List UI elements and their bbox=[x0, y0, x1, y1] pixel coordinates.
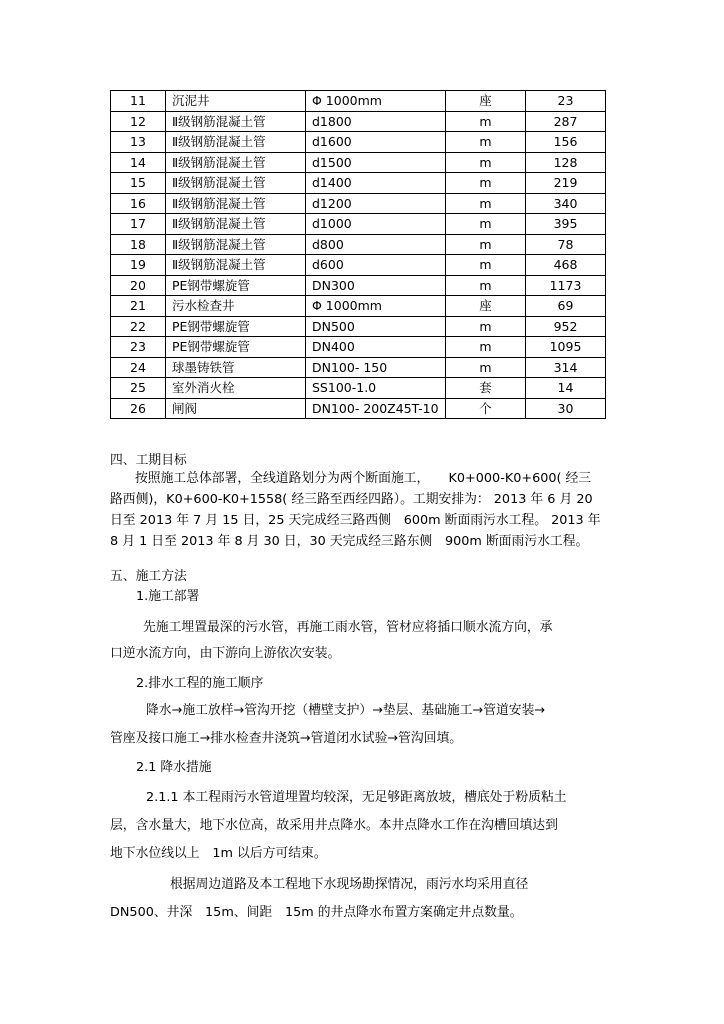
unit-cell: m bbox=[446, 316, 526, 337]
item-name-cell: Ⅱ级钢筋混凝土管 bbox=[166, 214, 306, 235]
table-row bbox=[111, 337, 606, 358]
row-number-cell: 24 bbox=[111, 357, 166, 378]
unit-cell: m bbox=[446, 357, 526, 378]
spec-cell: d1500 bbox=[306, 152, 446, 173]
row-number-cell: 12 bbox=[111, 111, 166, 132]
unit-cell: m bbox=[446, 193, 526, 214]
item-name-cell: Ⅱ级钢筋混凝土管 bbox=[166, 234, 306, 255]
row-number-cell: 23 bbox=[111, 337, 166, 358]
quantity-cell: 219 bbox=[526, 173, 606, 194]
table-row bbox=[111, 255, 606, 276]
item-name-cell: Ⅱ级钢筋混凝土管 bbox=[166, 152, 306, 173]
subheading-dewatering: 2.1 降水措施 bbox=[136, 760, 212, 775]
unit-cell: m bbox=[446, 275, 526, 296]
row-number-cell: 20 bbox=[111, 275, 166, 296]
spec-cell: DN100- 150 bbox=[306, 357, 446, 378]
table-row bbox=[111, 316, 606, 337]
paragraph-dewatering-line3: 地下水位线以上 1m 以后方可结束。 bbox=[110, 846, 327, 861]
row-number-cell: 22 bbox=[111, 316, 166, 337]
spec-cell: d1400 bbox=[306, 173, 446, 194]
quantity-cell: 30 bbox=[526, 398, 606, 419]
quantity-cell: 23 bbox=[526, 91, 606, 112]
row-number-cell: 18 bbox=[111, 234, 166, 255]
paragraph-sequence-line2: 管座及接口施工→排水检查井浇筑→管道闭水试验→管沟回填。 bbox=[110, 731, 463, 746]
unit-cell: m bbox=[446, 337, 526, 358]
quantity-cell: 1095 bbox=[526, 337, 606, 358]
quantity-cell: 156 bbox=[526, 132, 606, 153]
unit-cell: m bbox=[446, 255, 526, 276]
table-row bbox=[111, 296, 606, 317]
quantity-cell: 1173 bbox=[526, 275, 606, 296]
item-name-cell: PE钢带螺旋管 bbox=[166, 337, 306, 358]
materials-table bbox=[110, 90, 606, 419]
section4-line2: 路西侧)，K0+600-K0+1558( 经三路至西经四路）。工期安排为： 2013 年 6 月 20 bbox=[110, 492, 593, 507]
quantity-cell: 314 bbox=[526, 357, 606, 378]
subheading-deployment: 1.施工部署 bbox=[136, 589, 200, 604]
section5-title: 五、施工方法 bbox=[110, 569, 187, 584]
item-name-cell: 污水检查井 bbox=[166, 296, 306, 317]
quantity-cell: 128 bbox=[526, 152, 606, 173]
table-row bbox=[111, 357, 606, 378]
row-number-cell: 25 bbox=[111, 378, 166, 399]
section4-line4: 8 月 1 日至 2013 年 8 月 30 日，30 天完成经三路东侧 900m 断面雨污水工程。 bbox=[110, 534, 589, 549]
table-row bbox=[111, 214, 606, 235]
spec-cell: d1200 bbox=[306, 193, 446, 214]
unit-cell: 个 bbox=[446, 398, 526, 419]
item-name-cell: PE钢带螺旋管 bbox=[166, 275, 306, 296]
row-number-cell: 26 bbox=[111, 398, 166, 419]
section4-title: 四、工期目标 bbox=[110, 453, 187, 468]
spec-cell: d600 bbox=[306, 255, 446, 276]
spec-cell: d1800 bbox=[306, 111, 446, 132]
quantity-cell: 69 bbox=[526, 296, 606, 317]
paragraph-dewatering-line2: 层，含水量大，地下水位高，故采用井点降水。本井点降水工作在沟槽回填达到 bbox=[110, 818, 558, 833]
spec-cell: d800 bbox=[306, 234, 446, 255]
quantity-cell: 952 bbox=[526, 316, 606, 337]
quantity-cell: 468 bbox=[526, 255, 606, 276]
table-row bbox=[111, 91, 606, 112]
paragraph-sequence-line1: 降水→施工放样→管沟开挖（槽壁支护）→垫层、基础施工→管道安装→ bbox=[146, 703, 546, 718]
table-row bbox=[111, 111, 606, 132]
quantity-cell: 395 bbox=[526, 214, 606, 235]
item-name-cell: Ⅱ级钢筋混凝土管 bbox=[166, 173, 306, 194]
spec-cell: Φ 1000mm bbox=[306, 91, 446, 112]
table-row bbox=[111, 132, 606, 153]
table-row bbox=[111, 378, 606, 399]
table-row bbox=[111, 173, 606, 194]
unit-cell: 座 bbox=[446, 91, 526, 112]
item-name-cell: PE钢带螺旋管 bbox=[166, 316, 306, 337]
quantity-cell: 14 bbox=[526, 378, 606, 399]
paragraph-deployment-line1: 先施工埋置最深的污水管，再施工雨水管，管材应将插口顺水流方向，承 bbox=[143, 620, 553, 635]
unit-cell: 套 bbox=[446, 378, 526, 399]
unit-cell: m bbox=[446, 111, 526, 132]
spec-cell: Φ 1000mm bbox=[306, 296, 446, 317]
item-name-cell: 沉泥井 bbox=[166, 91, 306, 112]
paragraph-wellpoint-line2: DN500、井深 15m、间距 15m 的井点降水布置方案确定井点数量。 bbox=[110, 905, 523, 920]
quantity-cell: 340 bbox=[526, 193, 606, 214]
item-name-cell: Ⅱ级钢筋混凝土管 bbox=[166, 132, 306, 153]
table-row bbox=[111, 275, 606, 296]
row-number-cell: 15 bbox=[111, 173, 166, 194]
spec-cell: d1600 bbox=[306, 132, 446, 153]
item-name-cell: Ⅱ级钢筋混凝土管 bbox=[166, 255, 306, 276]
table-row bbox=[111, 193, 606, 214]
row-number-cell: 17 bbox=[111, 214, 166, 235]
unit-cell: m bbox=[446, 214, 526, 235]
section4-line1: 按照施工总体部署，全线道路划分为两个断面施工， K0+000-K0+600( 经三 bbox=[135, 471, 592, 486]
unit-cell: 座 bbox=[446, 296, 526, 317]
quantity-cell: 287 bbox=[526, 111, 606, 132]
materials-table-body bbox=[111, 91, 606, 419]
row-number-cell: 21 bbox=[111, 296, 166, 317]
spec-cell: DN400 bbox=[306, 337, 446, 358]
item-name-cell: 室外消火栓 bbox=[166, 378, 306, 399]
unit-cell: m bbox=[446, 152, 526, 173]
item-name-cell: Ⅱ级钢筋混凝土管 bbox=[166, 111, 306, 132]
item-name-cell: 闸阀 bbox=[166, 398, 306, 419]
quantity-cell: 78 bbox=[526, 234, 606, 255]
unit-cell: m bbox=[446, 132, 526, 153]
row-number-cell: 11 bbox=[111, 91, 166, 112]
spec-cell: DN300 bbox=[306, 275, 446, 296]
spec-cell: SS100-1.0 bbox=[306, 378, 446, 399]
unit-cell: m bbox=[446, 234, 526, 255]
section4-line3: 日至 2013 年 7 月 15 日，25 天完成经三路西侧 600m 断面雨污水工程。 2013 年 bbox=[110, 513, 601, 528]
spec-cell: DN500 bbox=[306, 316, 446, 337]
row-number-cell: 16 bbox=[111, 193, 166, 214]
paragraph-deployment-line2: 口逆水流方向，由下游向上游依次安装。 bbox=[110, 646, 341, 661]
table-row bbox=[111, 398, 606, 419]
row-number-cell: 19 bbox=[111, 255, 166, 276]
item-name-cell: Ⅱ级钢筋混凝土管 bbox=[166, 193, 306, 214]
item-name-cell: 球墨铸铁管 bbox=[166, 357, 306, 378]
row-number-cell: 14 bbox=[111, 152, 166, 173]
spec-cell: DN100- 200Z45T-10 bbox=[306, 398, 446, 419]
unit-cell: m bbox=[446, 173, 526, 194]
row-number-cell: 13 bbox=[111, 132, 166, 153]
table-row bbox=[111, 234, 606, 255]
paragraph-wellpoint-line1: 根据周边道路及本工程地下水现场勘探情况，雨污水均采用直径 bbox=[170, 877, 529, 892]
paragraph-dewatering-line1: 2.1.1 本工程雨污水管道埋置均较深，无足够距离放坡，槽底处于粉质粘土 bbox=[146, 790, 567, 805]
subheading-sequence: 2.排水工程的施工顺序 bbox=[136, 676, 264, 691]
table-row bbox=[111, 152, 606, 173]
spec-cell: d1000 bbox=[306, 214, 446, 235]
